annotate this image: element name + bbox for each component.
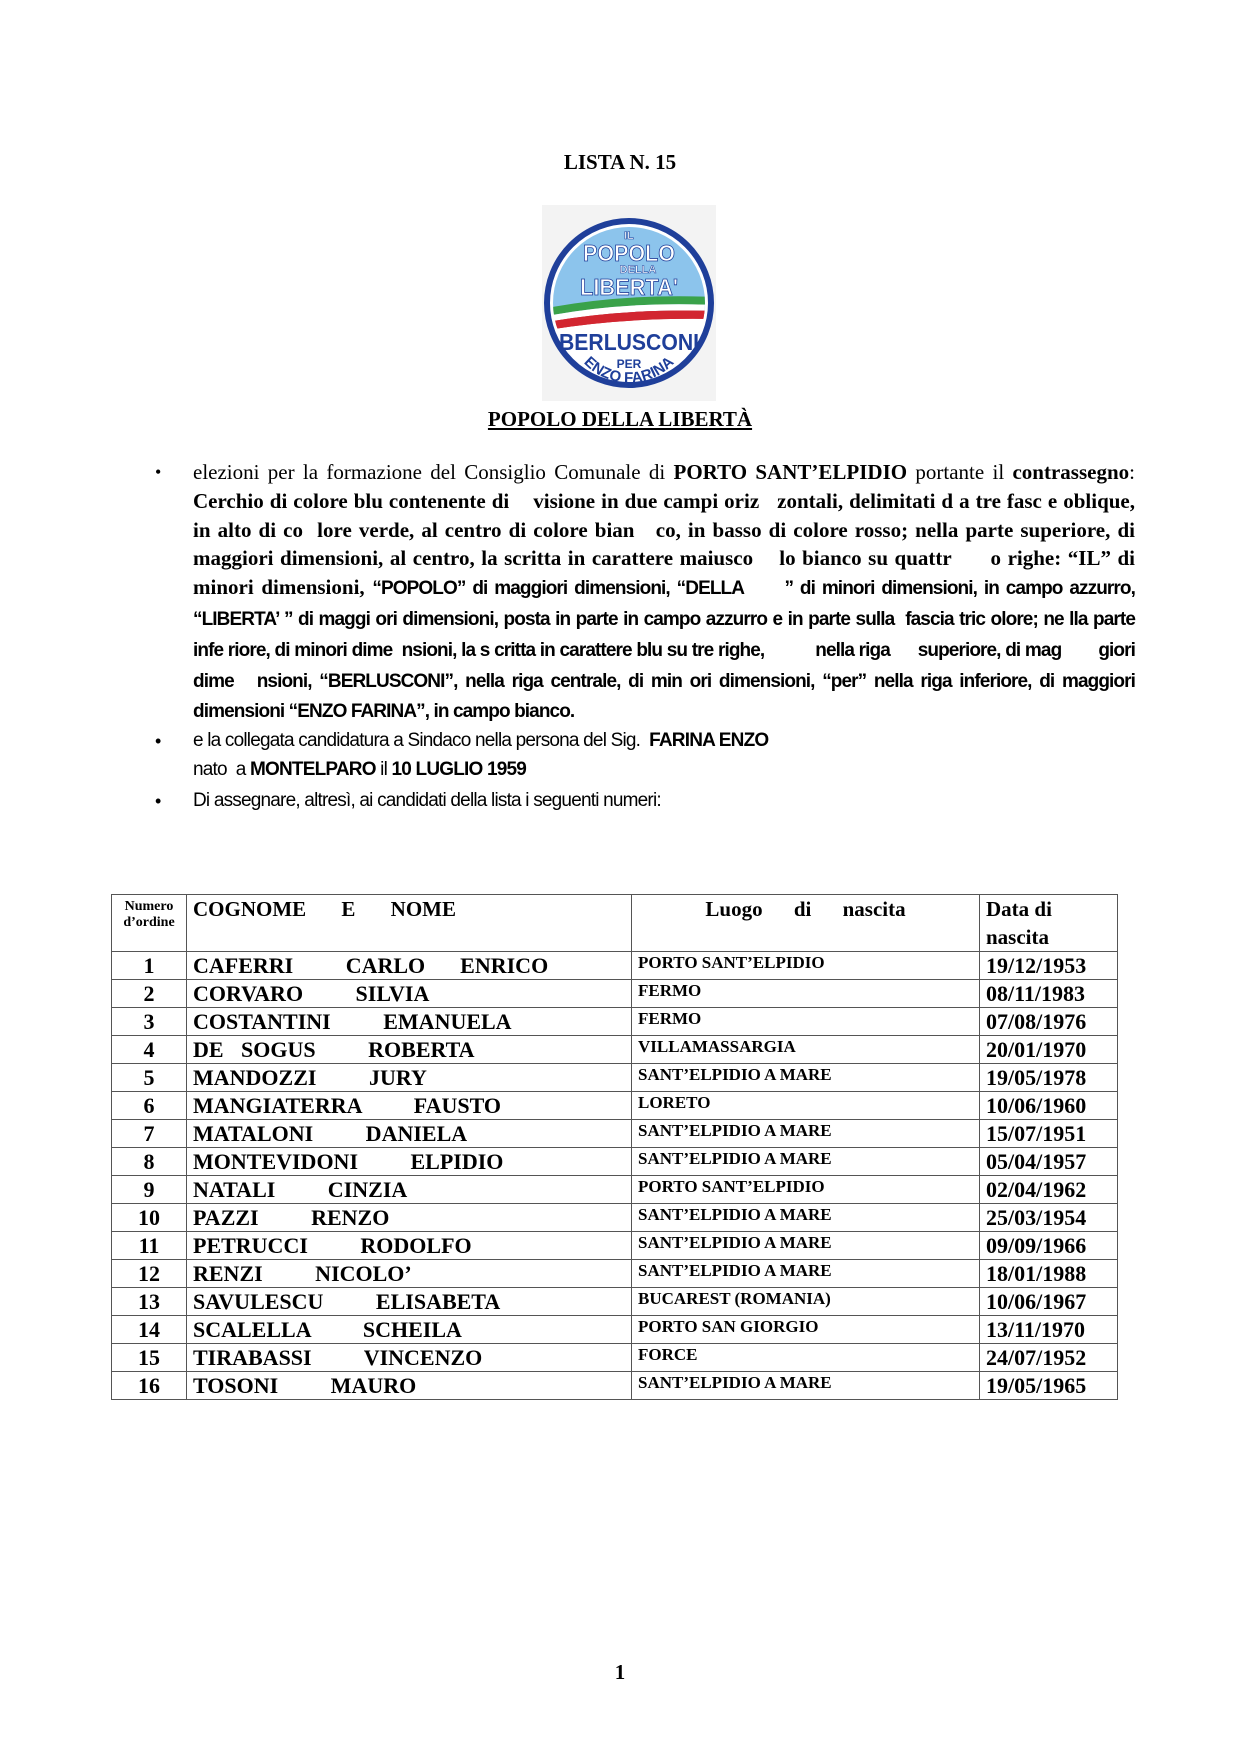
candidate-birthplace: PORTO SANT’ELPIDIO xyxy=(632,1176,980,1204)
candidate-number: 3 xyxy=(112,1008,187,1036)
candidate-name: DE SOGUS ROBERTA xyxy=(187,1036,632,1064)
candidate-birthdate: 10/06/1960 xyxy=(980,1092,1118,1120)
mayor-birthdate: 10 LUGLIO 1959 xyxy=(391,758,527,780)
candidate-name: RENZI NICOLO’ xyxy=(187,1260,632,1288)
resolution-bullets xyxy=(155,458,1141,816)
candidate-birthplace: FERMO xyxy=(632,1008,980,1036)
table-row xyxy=(112,1092,1118,1120)
table-row xyxy=(112,1288,1118,1316)
candidate-birthdate: 15/07/1951 xyxy=(980,1120,1118,1148)
emblem-description-continued: “POPOLO” di maggiori dimensioni, “DELLA ” di minori dimensioni, in campo azzurro, “LIBERTA’ ” di maggi ori dimensioni, posta in parte in campo azzurro e in parte sulla fascia tric olore; ne lla parte infe riore, di minori dime nsioni, la s critta in carattere blu su tre righe, nella riga superiore, di mag giori dime nsioni, “BERLUSCONI”, nella riga centrale, di min ori dimensioni, “per” nella riga inferiore, di maggiori dimensioni “ENZO FARINA”, in campo bianco. xyxy=(193,578,1140,723)
candidate-name: SCALELLA SCHEILA xyxy=(187,1316,632,1344)
candidate-birthplace: FORCE xyxy=(632,1344,980,1372)
candidate-number: 11 xyxy=(112,1232,187,1260)
candidate-name: COSTANTINI EMANUELA xyxy=(187,1008,632,1036)
candidate-number: 13 xyxy=(112,1288,187,1316)
table-row xyxy=(112,1344,1118,1372)
party-logo xyxy=(542,205,716,401)
candidate-name: PAZZI RENZO xyxy=(187,1204,632,1232)
candidate-birthdate: 02/04/1962 xyxy=(980,1176,1118,1204)
candidate-birthplace: VILLAMASSARGIA xyxy=(632,1036,980,1064)
bullet-assign-numbers xyxy=(155,787,1135,816)
table-row xyxy=(112,1064,1118,1092)
candidate-birthdate: 25/03/1954 xyxy=(980,1204,1118,1232)
candidate-birthdate: 18/01/1988 xyxy=(980,1260,1118,1288)
candidate-birthplace: SANT’ELPIDIO A MARE xyxy=(632,1204,980,1232)
candidate-birthdate: 13/11/1970 xyxy=(980,1316,1118,1344)
svg-text:PER: PER xyxy=(616,357,642,371)
candidate-birthdate: 10/06/1967 xyxy=(980,1288,1118,1316)
header-name: COGNOME E NOME xyxy=(187,895,632,952)
table-row xyxy=(112,1372,1118,1400)
header-birthplace: Luogo di nascita xyxy=(632,895,980,952)
candidate-number: 7 xyxy=(112,1120,187,1148)
candidate-number: 2 xyxy=(112,980,187,1008)
candidate-birthdate: 05/04/1957 xyxy=(980,1148,1118,1176)
candidate-number: 8 xyxy=(112,1148,187,1176)
candidate-birthplace: SANT’ELPIDIO A MARE xyxy=(632,1064,980,1092)
candidate-name: NATALI CINZIA xyxy=(187,1176,632,1204)
candidate-birthdate: 19/05/1978 xyxy=(980,1064,1118,1092)
candidate-birthplace: PORTO SAN GIORGIO xyxy=(632,1316,980,1344)
candidate-name: MONTEVIDONI ELPIDIO xyxy=(187,1148,632,1176)
candidate-number: 14 xyxy=(112,1316,187,1344)
bullet1-prefix: elezioni per la formazione del Consiglio Comunale di xyxy=(193,460,674,484)
mayor-name: FARINA ENZO xyxy=(649,730,769,752)
document-title: LISTA N. 15 xyxy=(563,150,677,174)
svg-text:DELLA: DELLA xyxy=(619,264,657,276)
candidate-birthdate: 19/05/1965 xyxy=(980,1372,1118,1400)
candidate-number: 10 xyxy=(112,1204,187,1232)
candidate-number: 12 xyxy=(112,1260,187,1288)
svg-text:ENZO FARINA: ENZO FARINA xyxy=(580,353,678,387)
assign-numbers-text: Di assegnare, altresì, ai candidati della lista i seguenti numeri: xyxy=(193,789,661,811)
candidate-birthdate: 20/01/1970 xyxy=(980,1036,1118,1064)
candidate-birthdate: 09/09/1966 xyxy=(980,1232,1118,1260)
candidate-birthdate: 07/08/1976 xyxy=(980,1008,1118,1036)
candidate-number: 9 xyxy=(112,1176,187,1204)
born-prefix: nato a xyxy=(193,758,250,780)
candidate-birthplace: SANT’ELPIDIO A MARE xyxy=(632,1148,980,1176)
table-row xyxy=(112,1008,1118,1036)
candidate-name: MANGIATERRA FAUSTO xyxy=(187,1092,632,1120)
candidate-name: MATALONI DANIELA xyxy=(187,1120,632,1148)
emblem-description: Cerchio di colore blu contenente di visione in due campi oriz zontali, delimitati d a tre fasc e oblique, in alto di co lore verde, al centro di colore bian co, in basso di colore rosso; nella parte superiore, di maggiori dimensioni, al centro, la scritta in carattere maiusco lo bianco su quattr o righe: “IL” di minori dimensioni, xyxy=(193,488,1141,600)
table-row xyxy=(112,952,1118,980)
header-number: Numero d’ordine xyxy=(112,895,187,952)
candidate-name: PETRUCCI RODOLFO xyxy=(187,1232,632,1260)
candidate-number: 5 xyxy=(112,1064,187,1092)
candidate-birthplace: SANT’ELPIDIO A MARE xyxy=(632,1120,980,1148)
table-row xyxy=(112,980,1118,1008)
table-row xyxy=(112,1036,1118,1064)
bullet1-colon: : xyxy=(1129,460,1135,484)
svg-text:BERLUSCONI: BERLUSCONI xyxy=(559,329,699,355)
candidate-birthdate: 08/11/1983 xyxy=(980,980,1118,1008)
candidate-birthdate: 19/12/1953 xyxy=(980,952,1118,980)
candidate-birthplace: PORTO SANT’ELPIDIO xyxy=(632,952,980,980)
candidate-number: 15 xyxy=(112,1344,187,1372)
candidate-number: 1 xyxy=(112,952,187,980)
bullet1-middle: portante il xyxy=(907,460,1013,484)
candidate-number: 6 xyxy=(112,1092,187,1120)
table-row xyxy=(112,1176,1118,1204)
svg-text:LIBERTA': LIBERTA' xyxy=(580,274,678,300)
table-row xyxy=(112,1232,1118,1260)
candidate-birthplace: FERMO xyxy=(632,980,980,1008)
svg-text:POPOLO: POPOLO xyxy=(583,240,675,266)
table-row xyxy=(112,1148,1118,1176)
candidate-name: CORVARO SILVIA xyxy=(187,980,632,1008)
candidate-birthplace: LORETO xyxy=(632,1092,980,1120)
candidate-name: CAFERRI CARLO ENRICO xyxy=(187,952,632,980)
candidate-name: MANDOZZI JURY xyxy=(187,1064,632,1092)
table-row xyxy=(112,1260,1118,1288)
table-row xyxy=(112,1120,1118,1148)
bullet-election-emblem xyxy=(155,458,1141,727)
emblem-label: contrassegno xyxy=(1012,460,1130,484)
candidates-table xyxy=(111,894,1118,1400)
candidate-birthplace: SANT’ELPIDIO A MARE xyxy=(632,1232,980,1260)
svg-text:IL: IL xyxy=(624,230,634,242)
party-logo-emblem xyxy=(542,205,716,401)
header-birthdate: Data di nascita xyxy=(980,895,1118,952)
city-name: PORTO SANT’ELPIDIO xyxy=(673,460,908,484)
party-name-heading: POPOLO DELLA LIBERTÀ xyxy=(487,407,753,431)
page-number: 1 xyxy=(614,1660,626,1684)
candidate-birthplace: SANT’ELPIDIO A MARE xyxy=(632,1260,980,1288)
candidate-birthplace: SANT’ELPIDIO A MARE xyxy=(632,1372,980,1400)
mayor-birthplace: MONTELPARO xyxy=(249,758,376,780)
table-row xyxy=(112,1316,1118,1344)
bullet2-prefix: e la collegata candidatura a Sindaco nella persona del Sig. xyxy=(193,730,650,752)
candidate-name: TOSONI MAURO xyxy=(187,1372,632,1400)
candidate-name: SAVULESCU ELISABETA xyxy=(187,1288,632,1316)
candidate-birthplace: BUCAREST (ROMANIA) xyxy=(632,1288,980,1316)
born-mid: il xyxy=(375,758,392,780)
table-row xyxy=(112,1204,1118,1232)
bullet-mayor-candidate xyxy=(155,727,1135,785)
candidate-birthdate: 24/07/1952 xyxy=(980,1344,1118,1372)
candidate-number: 16 xyxy=(112,1372,187,1400)
table-header-row xyxy=(112,895,1118,952)
candidate-number: 4 xyxy=(112,1036,187,1064)
candidate-name: TIRABASSI VINCENZO xyxy=(187,1344,632,1372)
